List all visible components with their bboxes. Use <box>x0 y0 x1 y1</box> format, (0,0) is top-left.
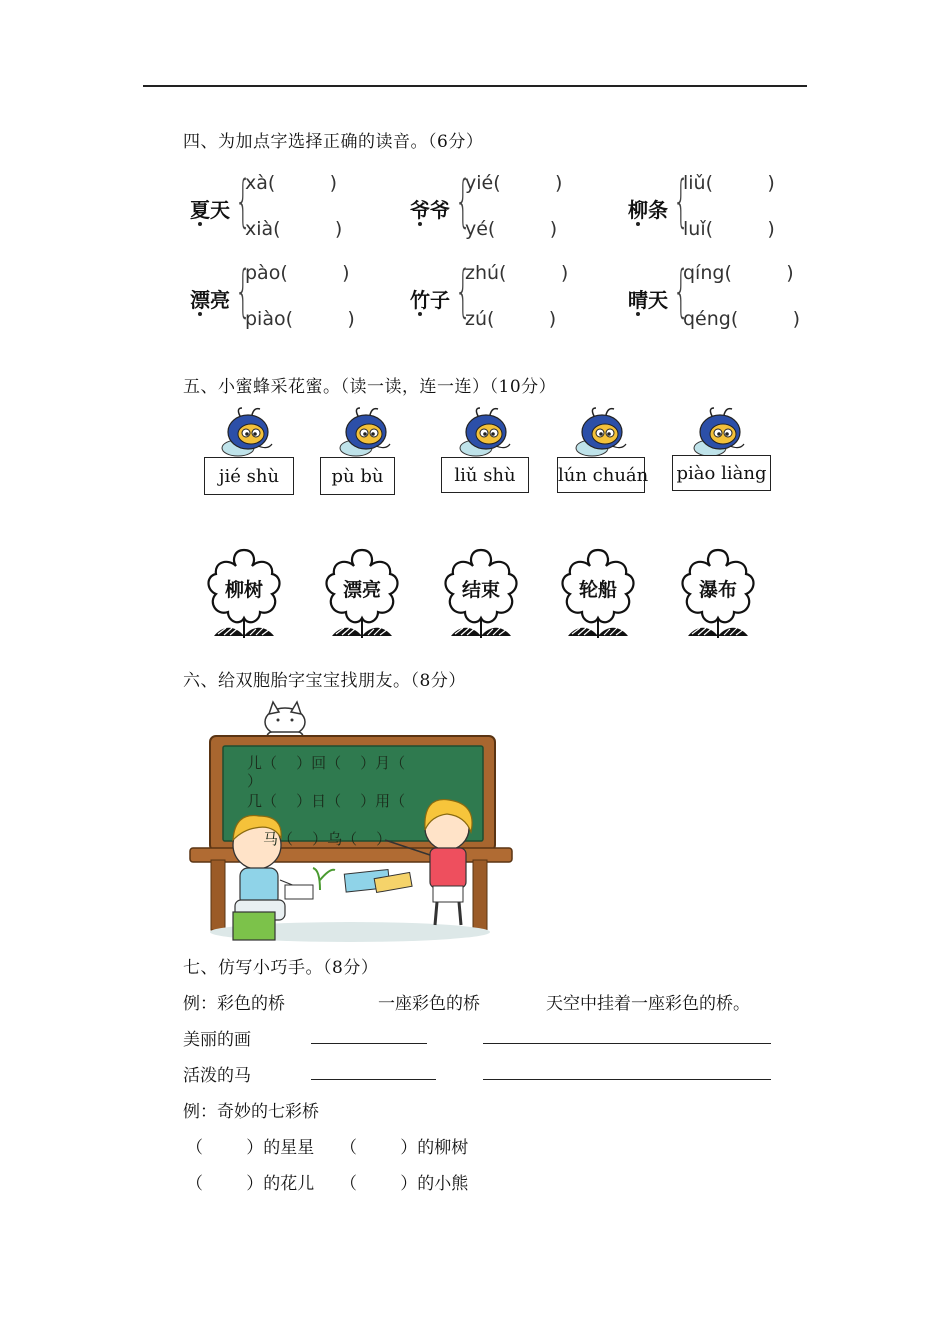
section4-title: 四、为加点字选择正确的读音。（6分） <box>183 132 484 152</box>
pinyin-option-1[interactable]: pào( ) <box>245 262 350 284</box>
board-row1-tail: ） <box>247 772 263 790</box>
flower-word: 瀑布 <box>698 579 737 601</box>
flower-word: 轮船 <box>578 579 617 601</box>
bee-icon <box>456 406 516 458</box>
bee-icon <box>218 406 278 458</box>
board-row1: 儿（ ）回（ ）月（ <box>247 754 406 772</box>
pinyin-card[interactable]: pù bù <box>320 457 395 495</box>
fill-bear[interactable]: （ ）的小熊 <box>340 1174 469 1194</box>
example2-phrase: 例：奇妙的七彩桥 <box>183 1102 319 1122</box>
prompt-lively-horse: 活泼的马 <box>183 1066 251 1086</box>
pinyin-option-2[interactable]: xià( ) <box>245 218 343 240</box>
emphasis-dot <box>418 222 422 226</box>
brace-icon: { <box>235 169 252 234</box>
pinyin-card[interactable]: piào liàng <box>672 455 771 491</box>
example1-sentence: 天空中挂着一座彩色的桥。 <box>546 994 750 1014</box>
pinyin-option-1[interactable]: xà( ) <box>245 172 338 194</box>
sec4-word: 柳条 <box>628 198 668 222</box>
sec4-word: 夏天 <box>190 198 230 222</box>
classroom-illustration <box>185 700 515 945</box>
fill-willow[interactable]: （ ）的柳树 <box>340 1138 469 1158</box>
answer-blank-2a[interactable] <box>311 1079 436 1080</box>
emphasis-dot <box>418 312 422 316</box>
sec4-word: 漂亮 <box>190 288 230 312</box>
flower-word: 漂亮 <box>342 579 381 601</box>
answer-blank-2b[interactable] <box>483 1079 771 1080</box>
pinyin-card[interactable]: lún chuán <box>557 457 645 493</box>
pinyin-card[interactable]: liǔ shù <box>441 457 529 493</box>
answer-blank-1a[interactable] <box>311 1043 427 1044</box>
emphasis-dot <box>198 312 202 316</box>
fill-star[interactable]: （ ）的星星 <box>186 1138 315 1158</box>
emphasis-dot <box>198 222 202 226</box>
pinyin-option-1[interactable]: qíng( ) <box>683 262 794 284</box>
flower-word: 柳树 <box>224 579 263 601</box>
pinyin-option-2[interactable]: yé( ) <box>465 218 558 240</box>
brace-icon: { <box>673 259 690 324</box>
pinyin-option-1[interactable]: yié( ) <box>465 172 563 194</box>
sec4-word: 晴天 <box>628 288 668 312</box>
example1-expanded: 一座彩色的桥 <box>378 994 480 1014</box>
pinyin-option-2[interactable]: qéng( ) <box>683 308 801 330</box>
section7-title: 七、仿写小巧手。（8分） <box>183 958 379 978</box>
brace-icon: { <box>673 169 690 234</box>
pinyin-option-1[interactable]: liǔ( ) <box>683 172 775 194</box>
pinyin-option-2[interactable]: piào( ) <box>245 308 355 330</box>
pinyin-option-1[interactable]: zhú( ) <box>465 262 569 284</box>
board-row3: 马（ ）乌（ ） <box>263 830 392 848</box>
pinyin-option-2[interactable]: luǐ( ) <box>683 218 775 240</box>
section6-title: 六、给双胞胎字宝宝找朋友。（8分） <box>183 671 466 691</box>
brace-icon: { <box>235 259 252 324</box>
sec4-word: 竹子 <box>410 288 450 312</box>
example1-phrase: 例：彩色的桥 <box>183 994 285 1014</box>
bee-icon <box>690 406 750 458</box>
pinyin-card[interactable]: jié shù <box>204 457 294 495</box>
flower-word: 结束 <box>461 579 500 601</box>
fill-flower[interactable]: （ ）的花儿 <box>186 1174 315 1194</box>
prompt-beautiful-painting: 美丽的画 <box>183 1030 251 1050</box>
pinyin-option-2[interactable]: zú( ) <box>465 308 557 330</box>
sec4-word: 爷爷 <box>410 198 450 222</box>
emphasis-dot <box>636 222 640 226</box>
brace-icon: { <box>455 259 472 324</box>
answer-blank-1b[interactable] <box>483 1043 771 1044</box>
section5-title: 五、小蜜蜂采花蜜。（读一读，连一连）（10分） <box>183 377 557 397</box>
bee-icon <box>336 406 396 458</box>
brace-icon: { <box>455 169 472 234</box>
board-row2: 几（ ）日（ ）用（ <box>247 792 406 810</box>
bee-icon <box>572 406 632 458</box>
emphasis-dot <box>636 312 640 316</box>
header-rule <box>143 85 807 87</box>
